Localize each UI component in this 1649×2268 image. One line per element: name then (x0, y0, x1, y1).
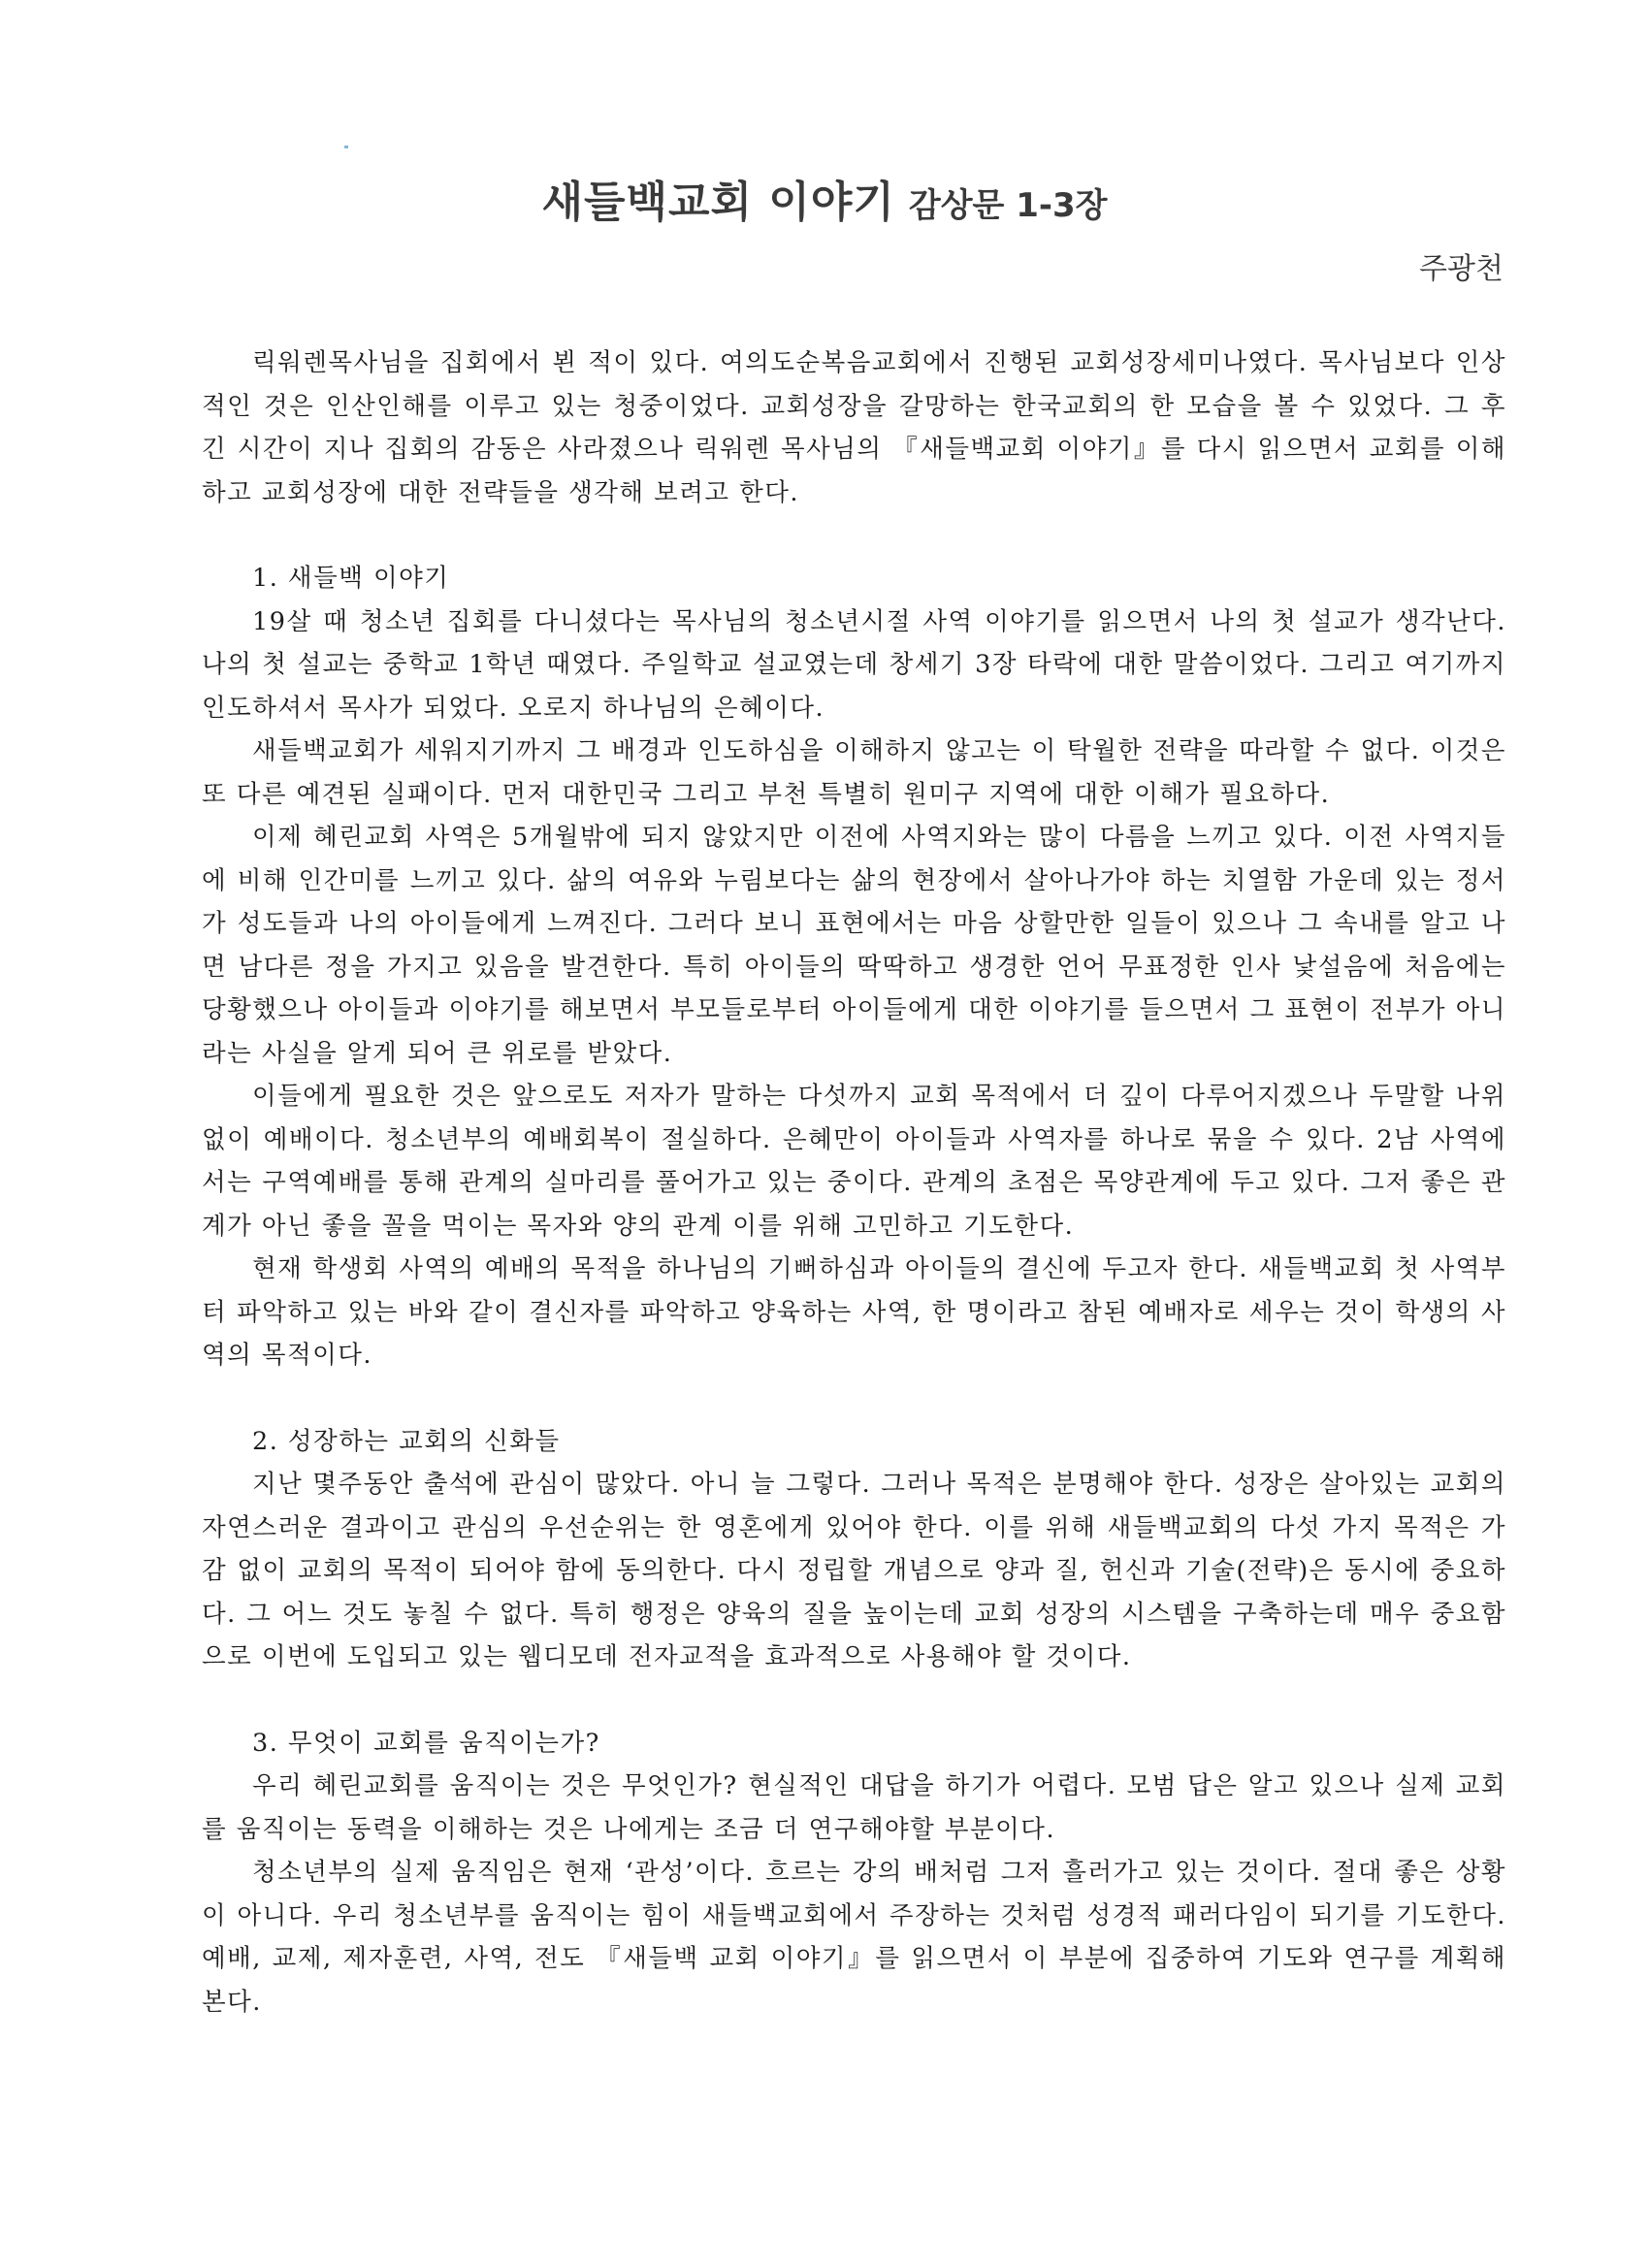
section-1-paragraph: 이제 혜린교회 사역은 5개월밖에 되지 않았지만 이전에 사역지와는 많이 다름을 느끼고 있다. 이전 사역지들에 비해 인간미를 느끼고 있다. 삶의 여유와 누림보다는 삶의 현장에서 살아나가야 하는 치열함 가운데 있는 정서가 성도들과 나의 아이들에게 느껴진다. 그러다 보니 표현에서는 마음 상할만한 일들이 있으나 그 속내를 알고 나면 남다른 정을 가지고 있음을 발견한다. 특히 아이들의 딱딱하고 생경한 언어 무표정한 인사 낯설음에 처음에는 당황했으나 아이들과 이야기를 해보면서 부모들로부터 아이들에게 대한 이야기를 들으면서 그 표현이 전부가 아니라는 사실을 알게 되어 큰 위로를 받았다. (202, 823, 1506, 1068)
scan-artifact (344, 146, 348, 148)
section-3-paragraph: 청소년부의 실제 움직임은 현재 ‘관성’이다. 흐르는 강의 배처럼 그저 흘러가고 있는 것이다. 절대 좋은 상황이 아니다. 우리 청소년부를 움직이는 힘이 새들백교회에서 주장하는 것처럼 성경적 패러다임이 되기를 기도한다. 예배, 교제, 제자훈련, 사역, 전도 『새들백 교회 이야기』를 읽으면서 이 부분에 집중하여 기도와 연구를 계획해 본다. (202, 1858, 1506, 2017)
section-2-paragraph: 지난 몇주동안 출석에 관심이 많았다. 아니 늘 그렇다. 그러나 목적은 분명해야 한다. 성장은 살아있는 교회의 자연스러운 결과이고 관심의 우선순위는 한 영혼에게 있어야 한다. 이를 위해 새들백교회의 다섯 가지 목적은 가감 없이 교회의 목적이 되어야 함에 동의한다. 다시 정립할 개념으로 양과 질, 헌신과 기술(전략)은 동시에 중요하다. 그 어느 것도 놓칠 수 없다. 특히 행정은 양육의 질을 높이는데 교회 성장의 시스템을 구축하는데 매우 중요함으로 이번에 도입되고 있는 웹디모데 전자교적을 효과적으로 사용해야 할 것이다. (202, 1470, 1506, 1671)
document-body (202, 341, 1506, 2024)
intro-paragraph: 릭워렌목사님을 집회에서 뵌 적이 있다. 여의도순복음교회에서 진행된 교회성장세미나였다. 목사님보다 인상적인 것은 인산인해를 이루고 있는 청중이었다. 교회성장을 갈망하는 한국교회의 한 모습을 볼 수 있었다. 그 후 긴 시간이 지나 집회의 감동은 사라졌으나 릭워렌 목사님의 『새들백교회 이야기』를 다시 읽으면서 교회를 이해하고 교회성장에 대한 전략들을 생각해 보려고 한다. (202, 348, 1506, 507)
section-3-heading: 3. 무엇이 교회를 움직이는가? (252, 1728, 600, 1758)
title-sub: 감상문 1-3장 (908, 186, 1108, 225)
section-1-heading: 1. 새들백 이야기 (252, 564, 450, 593)
author-name: 주광천 (1419, 252, 1504, 286)
section-2-heading: 2. 성장하는 교회의 신화들 (252, 1426, 561, 1456)
section-1-paragraph: 현재 학생회 사역의 예배의 목적을 하나님의 기뻐하심과 아이들의 결신에 두고자 한다. 새들백교회 첫 사역부터 파악하고 있는 바와 같이 결신자를 파악하고 양육하는 사역, 한 명이라고 참된 예배자로 세우는 것이 학생의 사역의 목적이다. (202, 1254, 1506, 1370)
section-spacer (202, 514, 1506, 557)
section-spacer (202, 1679, 1506, 1722)
page-title (0, 167, 1649, 229)
title-main: 새들백교회 이야기 (541, 178, 895, 227)
section-1-paragraph: 새들백교회가 세워지기까지 그 배경과 인도하심을 이해하지 않고는 이 탁월한 전략을 따라할 수 없다. 이것은 또 다른 예견된 실패이다. 먼저 대한민국 그리고 부천 특별히 원미구 지역에 대한 이해가 필요하다. (202, 736, 1506, 809)
section-1-paragraph: 이들에게 필요한 것은 앞으로도 저자가 말하는 다섯까지 교회 목적에서 더 깊이 다루어지겠으나 두말할 나위 없이 예배이다. 청소년부의 예배회복이 절실하다. 은혜만이 아이들과 사역자를 하나로 묶을 수 있다. 2남 사역에서는 구역예배를 통해 관계의 실마리를 풀어가고 있는 중이다. 관계의 초점은 목양관계에 두고 있다. 그저 좋은 관계가 아닌 좋을 꼴을 먹이는 목자와 양의 관계 이를 위해 고민하고 기도한다. (202, 1082, 1506, 1241)
section-3-paragraph: 우리 혜린교회를 움직이는 것은 무엇인가? 현실적인 대답을 하기가 어렵다. 모범 답은 알고 있으나 실제 교회를 움직이는 동력을 이해하는 것은 나에게는 조금 더 연구해야할 부분이다. (202, 1771, 1506, 1844)
section-spacer (202, 1377, 1506, 1420)
section-1-paragraph: 19살 때 청소년 집회를 다니셨다는 목사님의 청소년시절 사역 이야기를 읽으면서 나의 첫 설교가 생각난다. 나의 첫 설교는 중학교 1학년 때였다. 주일학교 설교였는데 창세기 3장 타락에 대한 말씀이었다. 그리고 여기까지 인도하셔서 목사가 되었다. 오로지 하나님의 은혜이다. (202, 606, 1506, 723)
